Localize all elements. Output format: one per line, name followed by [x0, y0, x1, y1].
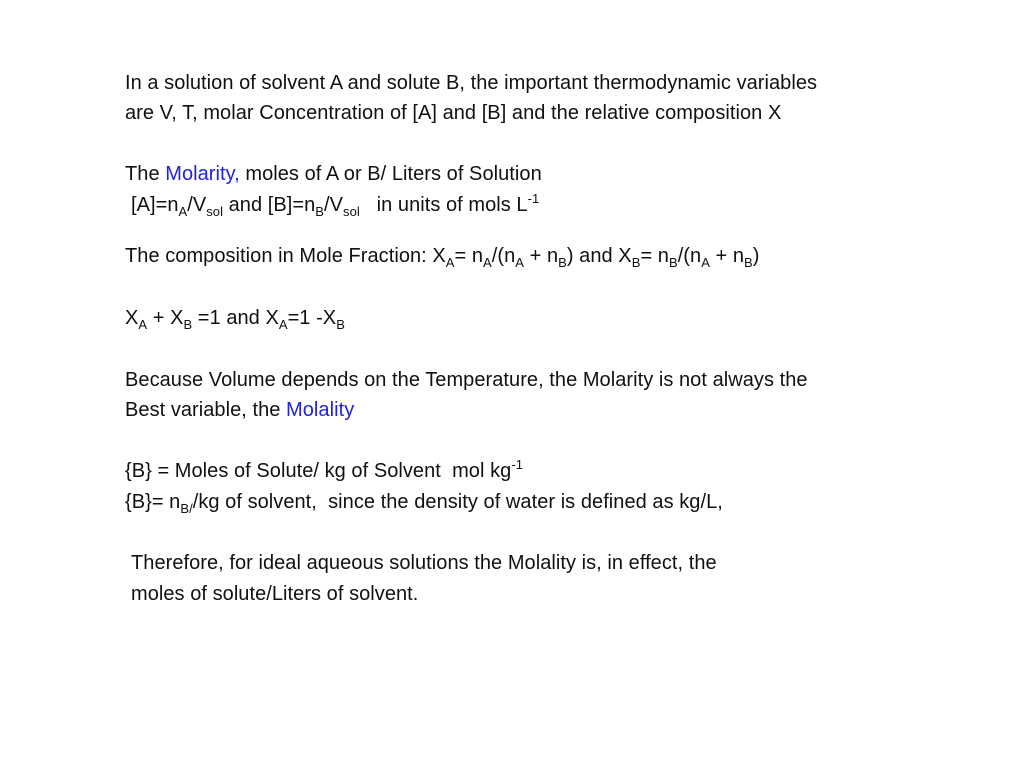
molarity-definition [125, 159, 542, 189]
mf-sub-2: A [483, 255, 492, 270]
mf-part-8: ) [752, 245, 760, 267]
molality-sub-b: B/ [180, 501, 193, 516]
mf-sub-7: A [701, 255, 710, 270]
mf-part-5: = n [640, 245, 669, 267]
molality-def: {B} = Moles of Solute/ kg of Solvent mol kg [125, 460, 512, 482]
mf-sub-4: B [558, 255, 567, 270]
molarity-term: Molarity, [165, 163, 240, 185]
mf-prefix: The composition in Mole Fraction: X [125, 245, 446, 267]
molarity-rest: moles of A or B/ Liters of Solution [239, 163, 542, 185]
therefore-line-1: Therefore, for ideal aqueous solutions the Molality is, in effect, the [131, 552, 717, 574]
slash-v2: /V [324, 194, 344, 216]
molarity-and: and [B]=n [223, 194, 316, 216]
mf-part-6: /(n [677, 245, 702, 267]
sr-sub-1: A [138, 317, 148, 332]
sr-sub-4: B [336, 317, 345, 332]
mole-fraction-line [125, 241, 760, 271]
sr-sub-2: B [183, 317, 193, 332]
mf-part-7: + n [709, 245, 745, 267]
molality-line-1 [125, 456, 523, 486]
molarity-eq-a: [A]=n [131, 194, 179, 216]
mf-sub-3: A [515, 255, 524, 270]
molality-pre: {B}= n [125, 491, 181, 513]
sub-b: B [315, 204, 325, 219]
sum-rule-line [125, 303, 345, 333]
sr-x1: X [125, 307, 139, 329]
molarity-the: The [125, 163, 166, 185]
slash-v1: /V [187, 194, 207, 216]
mf-sub-5: B [631, 255, 641, 270]
sr-eq-2: =1 -X [287, 307, 337, 329]
mf-sub-6: B [668, 255, 678, 270]
molarity-equation [131, 190, 539, 220]
sub-a: A [178, 204, 188, 219]
because-pre: Best variable, the [125, 399, 287, 421]
molarity-units: in units of mols L [359, 194, 528, 216]
intro-line-1: In a solution of solvent A and solute B, the important thermodynamic variables [125, 72, 818, 94]
sup-units: -1 [527, 191, 540, 206]
mf-part-3: + n [524, 245, 559, 267]
therefore-line-2: moles of solute/Liters of solvent. [131, 583, 419, 605]
mf-sub-8: B [744, 255, 753, 270]
sr-plus: + X [147, 307, 184, 329]
sr-sub-3: A [278, 317, 288, 332]
sr-eq: =1 and X [192, 307, 279, 329]
sub-sol-1: sol [206, 204, 224, 219]
mf-part-2: /(n [491, 245, 516, 267]
molality-post: /kg of solvent, since the density of water is defined as kg/L, [192, 491, 723, 513]
molality-line-2 [125, 487, 723, 517]
sub-sol-2: sol [343, 204, 360, 219]
mf-sub-1: A [445, 255, 455, 270]
intro-line-2: are V, T, molar Concentration of [A] and [B] and the relative composition X [125, 102, 782, 124]
molality-sup: -1 [511, 457, 523, 472]
mf-part-1: = n [454, 245, 484, 267]
mf-part-4: ) and X [566, 245, 632, 267]
because-line-2 [125, 395, 354, 425]
molality-term: Molality [286, 399, 355, 421]
because-line-1: Because Volume depends on the Temperature, the Molarity is not always the [125, 369, 808, 391]
